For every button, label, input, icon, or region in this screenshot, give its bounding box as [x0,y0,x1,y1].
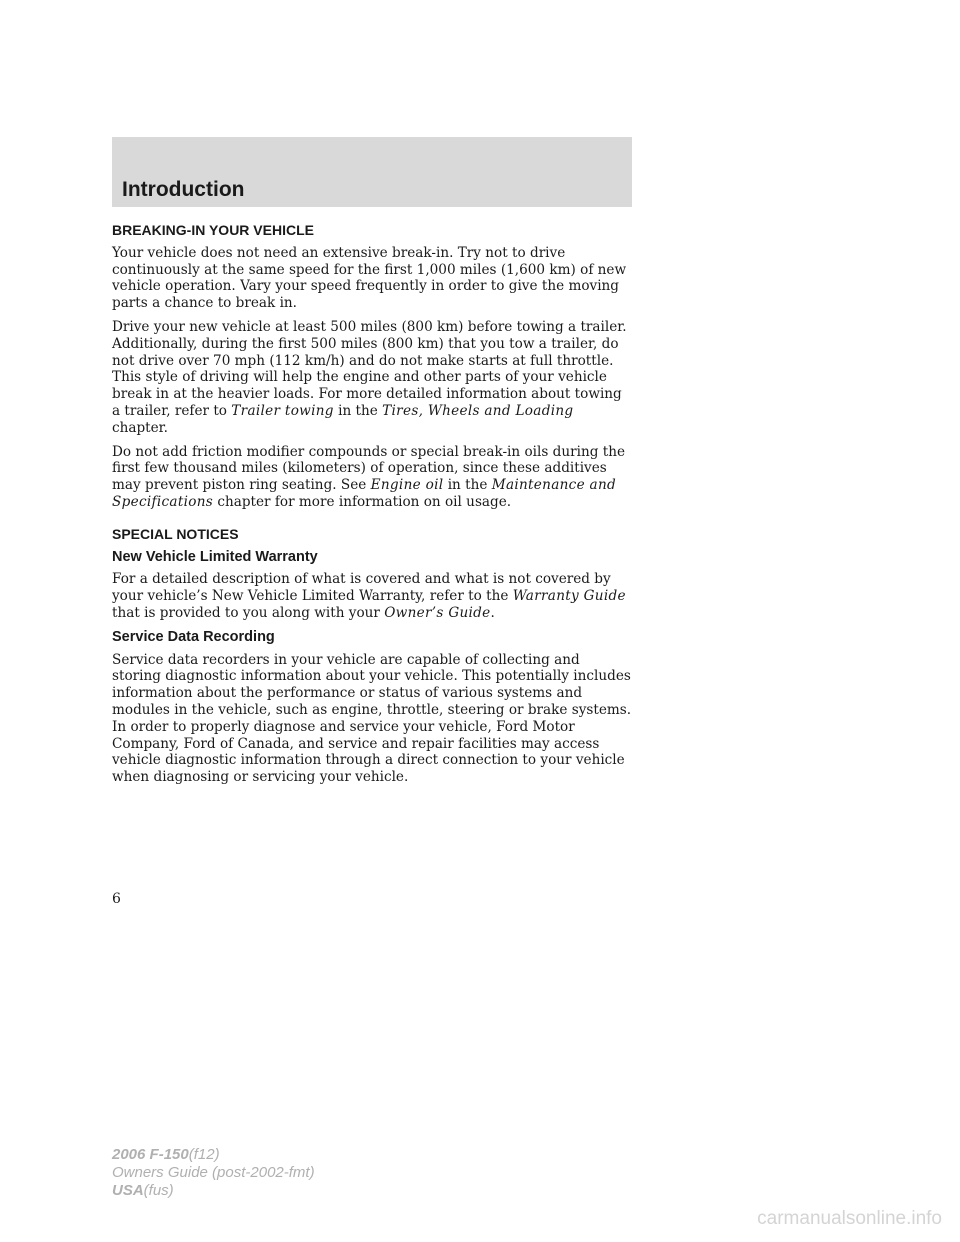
footer-line-market [112,1182,315,1200]
watermark: carmanualsonline.info [757,1208,942,1229]
paragraph-service-data: Service data recorders in your vehicle are capable of collecting and storing diagnostic information about your vehicle. This potentially includes information about the performance or status of various systems and modules in the vehicle, such as engine, throttle, steering or brake systems. In order to properly diagnose and service your vehicle, Ford Motor Company, Ford of Canada, and service and repair facilities may access vehicle diagnostic information through a direct connection to your vehicle when diagnosing or servicing your vehicle. [112,651,632,786]
footer-line-model [112,1146,315,1164]
paragraph-oil-text-c: chapter for more information on oil usage. [213,493,512,510]
paragraph-towing [112,319,632,437]
paragraph-towing-text-c: chapter. [112,419,169,436]
paragraph-oil [112,444,632,511]
paragraph-towing-text-b: in the [333,402,383,419]
paragraph-break-in: Your vehicle does not need an extensive break-in. Try not to drive continuously at the same speed for the first 1,000 miles (1,600 km) of new vehicle operation. Vary your speed frequently in order to give the moving parts a chance to break in. [112,244,627,312]
ref-owners-guide: Owner’s Guide [384,604,491,621]
paragraph-warranty [112,571,632,621]
footer-market-code: (fus) [143,1182,174,1199]
paragraph-oil-text-a: Do not add friction modifier compounds or special break-in oils during the first few thousand miles (kilometers) of operation, since these additives may prevent piston ring seating. See [112,443,625,494]
document-footer [112,1146,315,1200]
paragraph-warranty-text-a: For a detailed description of what is covered and what is not covered by your vehicle’s New Vehicle Limited Warranty, refer to the [112,571,611,605]
footer-model: 2006 F-150 [112,1146,189,1163]
ref-trailer-towing: Trailer towing [231,402,334,419]
section-heading-breaking-in: BREAKING-IN YOUR VEHICLE [112,222,314,238]
paragraph-warranty-text-b: that is provided to you along with your [112,604,385,621]
paragraph-towing-text-a: Drive your new vehicle at least 500 miles (800 km) before towing a trailer. Additionally, during the first 500 miles (800 km) that you tow a trailer, do not drive over 70 mph (112 km/h) and do not make starts at full throttle. This style of driving will help the engine and other parts of your vehicle break in at the heavier loads. For more detailed information about towing a trailer, refer to [112,318,627,419]
subheading-service-data: Service Data Recording [112,628,275,645]
page-number: 6 [112,891,121,907]
ref-engine-oil: Engine oil [370,477,444,494]
chapter-title: Introduction [122,178,245,201]
page-content [112,222,632,793]
footer-model-code: (f12) [188,1146,220,1163]
footer-line-guide: Owners Guide (post-2002-fmt) [112,1164,315,1181]
paragraph-warranty-text-c: . [490,604,495,621]
footer-market: USA [112,1182,144,1199]
ref-warranty-guide: Warranty Guide [512,588,626,605]
ref-maintenance-specifications: Maintenance and Specifications [112,477,617,510]
section-heading-special-notices: SPECIAL NOTICES [112,525,239,542]
subheading-warranty: New Vehicle Limited Warranty [112,548,318,565]
ref-tires-wheels-loading: Tires, Wheels and Loading [382,402,574,419]
paragraph-oil-text-b: in the [443,477,492,494]
